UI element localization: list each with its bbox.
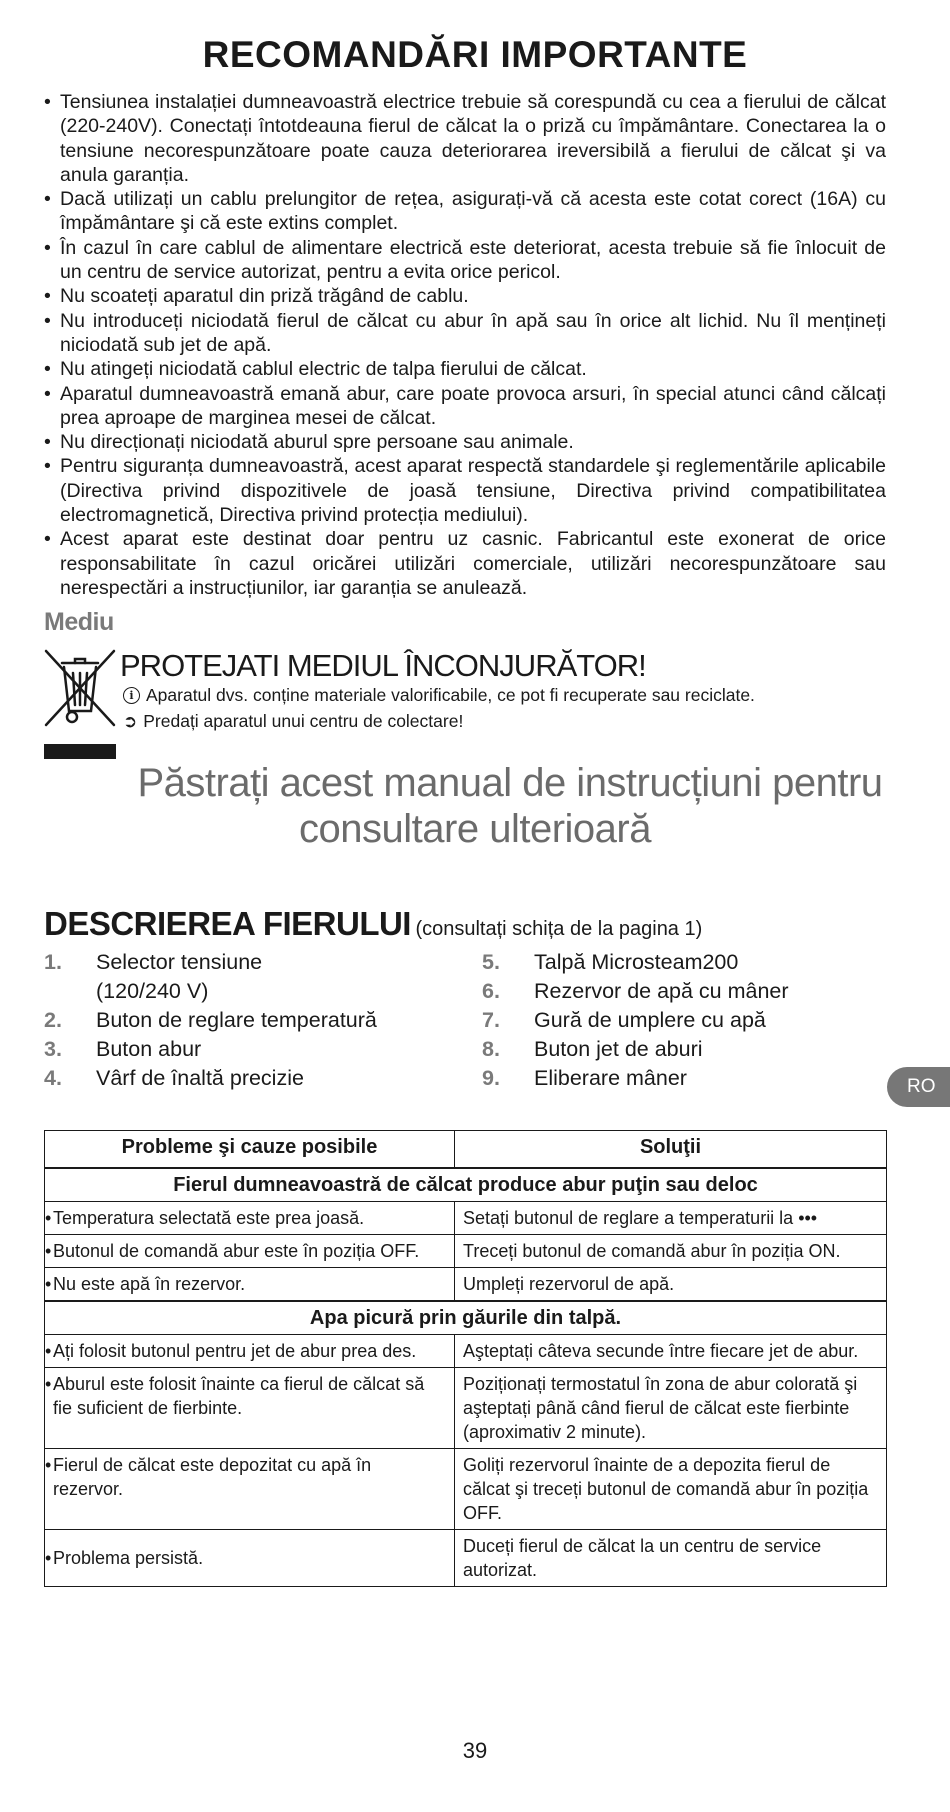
table-section-row: [45, 1168, 887, 1202]
parts-list-left: [44, 948, 464, 1093]
warning-item: • Dacă utilizați un cablu prelungitor de rețea, asigurați-vă că acesta este cotat corect (16A) cu împământare şi că este extins complet.: [44, 187, 886, 236]
part-item: [44, 977, 464, 1006]
info-icon: i: [123, 687, 140, 704]
parts-list-right: [482, 948, 902, 1093]
part-label: Buton de reglare temperatură: [96, 1008, 377, 1032]
part-item: [44, 1064, 464, 1093]
part-label: (120/240 V): [96, 979, 209, 1003]
environment-title: PROTEJATI MEDIUL ÎNCONJURĂTOR!: [120, 648, 646, 683]
table-row: [45, 1202, 887, 1235]
solution-cell: Setați butonul de reglare a temperaturii la •••: [455, 1202, 887, 1235]
cause-cell: • Aburul este folosit înainte ca fierul de călcat să fie suficient de fierbinte.: [45, 1368, 455, 1449]
part-item: [482, 977, 902, 1006]
language-tab: RO: [887, 1067, 950, 1107]
part-number: 9.: [482, 1066, 500, 1090]
warning-item: • Nu direcționați niciodată aburul spre persoane sau animale.: [44, 430, 886, 454]
recyclable-note: [123, 685, 755, 706]
part-item: [482, 1006, 902, 1035]
table-header-row: [45, 1131, 887, 1169]
part-item: [44, 948, 464, 977]
recyclable-note-text: Aparatul dvs. conține materiale valorificabile, ce pot fi recuperate sau reciclate.: [146, 685, 755, 705]
part-number: 8.: [482, 1037, 500, 1061]
table-section-row: [45, 1301, 887, 1335]
part-item: [44, 1006, 464, 1035]
part-number: 6.: [482, 979, 500, 1003]
warning-item: • Aparatul dumneavoastră emană abur, care poate provoca arsuri, în special atunci când călcați prea aproape de marginea mesei de călcat.: [44, 382, 886, 431]
part-item: [482, 1035, 902, 1064]
keep-manual-line-2: consultare ulterioară: [299, 807, 651, 851]
description-heading: [44, 905, 702, 943]
section-title: Apa picură prin găurile din talpă.: [45, 1301, 887, 1335]
part-number: 3.: [44, 1037, 62, 1061]
part-label: Buton abur: [96, 1037, 202, 1061]
part-item: [44, 1035, 464, 1064]
warning-item: • Nu scoateți aparatul din priză trăgând de cablu.: [44, 284, 886, 308]
part-label: Selector tensiune: [96, 950, 263, 974]
solution-cell: Poziționați termostatul în zona de abur colorată şi aşteptați până când fierul de călcat este fierbinte (aproximativ 2 minute).: [455, 1368, 887, 1449]
crossed-out-wheelie-bin-icon: [42, 645, 118, 731]
part-label: Gură de umplere cu apă: [534, 1008, 766, 1032]
keep-manual-notice: [0, 760, 950, 852]
keep-manual-line-1: Păstrați acest manual de instrucțiuni pentru: [137, 761, 883, 805]
arrow-icon: ➲: [123, 711, 138, 732]
warning-item: • Tensiunea instalației dumneavoastră electrice trebuie să corespundă cu cea a fierului de călcat (220-240V). Conectați întotdeauna fierul de călcat la o priză cu împământare. Conectarea la o tensiune necorespunzătoare poate cauza deteriorarea ireversibilă a fierului de călcat şi va anula garanția.: [44, 90, 886, 187]
troubleshooting-table: [44, 1130, 887, 1587]
solution-cell: Treceți butonul de comandă abur în poziția ON.: [455, 1235, 887, 1268]
part-label: Rezervor de apă cu mâner: [534, 979, 789, 1003]
solution-cell: Goliți rezervorul înainte de a depozita fierul de călcat şi treceți butonul de comandă abur în poziția OFF.: [455, 1449, 887, 1530]
warning-item: • În cazul în care cablul de alimentare electrică este deteriorat, acesta trebuie să fie înlocuit de un centru de service autorizat, pentru a evita orice pericol.: [44, 236, 886, 285]
weee-underline-bar: [44, 744, 116, 759]
safety-warnings-list: [44, 90, 886, 600]
section-title: Fierul dumneavoastră de călcat produce abur puţin sau deloc: [45, 1168, 887, 1202]
table-row: [45, 1530, 887, 1587]
solution-cell: Duceți fierul de călcat la un centru de service autorizat.: [455, 1530, 887, 1587]
cause-cell: • Butonul de comandă abur este în poziția OFF.: [45, 1235, 455, 1268]
part-label: Eliberare mâner: [534, 1066, 687, 1090]
part-number: 5.: [482, 950, 500, 974]
part-number: [44, 977, 96, 1006]
page-number: 39: [462, 1738, 488, 1763]
part-label: Vârf de înaltă precizie: [96, 1066, 304, 1090]
part-item: [482, 1064, 902, 1093]
warning-item: • Acest aparat este destinat doar pentru uz casnic. Fabricantul este exonerat de orice responsabilitate în cazul oricărei utilizări comerciale, utilizări necorespunzătoare sau nerespectări a instrucțiunilor, iar garanția se anulează.: [44, 527, 886, 600]
table-row: [45, 1449, 887, 1530]
problems-column-header: Probleme şi cauze posibile: [45, 1131, 455, 1169]
table-row: [45, 1235, 887, 1268]
cause-cell: • Ați folosit butonul pentru jet de abur prea des.: [45, 1335, 455, 1368]
cause-cell: • Temperatura selectată este prea joasă.: [45, 1202, 455, 1235]
part-item: [482, 948, 902, 977]
solution-cell: Aşteptați câteva secunde între fiecare jet de abur.: [455, 1335, 887, 1368]
collection-note-text: Predați aparatul unui centru de colectare!: [143, 711, 464, 731]
description-subtitle: (consultați schița de la pagina 1): [415, 918, 703, 940]
cause-cell: • Nu este apă în rezervor.: [45, 1268, 455, 1302]
table-row: [45, 1268, 887, 1302]
part-number: 7.: [482, 1008, 500, 1032]
part-label: Buton jet de aburi: [534, 1037, 703, 1061]
cause-cell: • Fierul de călcat este depozitat cu apă în rezervor.: [45, 1449, 455, 1530]
table-row: [45, 1335, 887, 1368]
table-row: [45, 1368, 887, 1449]
page-title: RECOMANDĂRI IMPORTANTE: [202, 34, 748, 75]
part-number: 4.: [44, 1066, 62, 1090]
warning-item: • Nu atingeți niciodată cablul electric de talpa fierului de călcat.: [44, 357, 886, 381]
cause-cell: • Problema persistă.: [45, 1530, 455, 1587]
warning-item: • Pentru siguranța dumneavoastră, acest aparat respectă standardele şi reglementările aplicabile (Directiva privind dispozitivele de joasă tensiune, Directiva privind compatibilitatea electromagnetică, Directiva privind protecția mediului).: [44, 454, 886, 527]
warning-item: • Nu introduceți niciodată fierul de călcat cu abur în apă sau în orice alt lichid. Nu îl mențineți niciodată sub jet de apă.: [44, 309, 886, 358]
solution-cell: Umpleți rezervorul de apă.: [455, 1268, 887, 1302]
part-number: 2.: [44, 1008, 62, 1032]
collection-note: [123, 711, 463, 732]
part-number: 1.: [44, 950, 62, 974]
part-label: Talpă Microsteam200: [534, 950, 739, 974]
description-title: DESCRIEREA FIERULUI: [44, 905, 411, 942]
solutions-column-header: Soluţii: [455, 1131, 887, 1169]
environment-heading: Mediu: [44, 608, 114, 636]
